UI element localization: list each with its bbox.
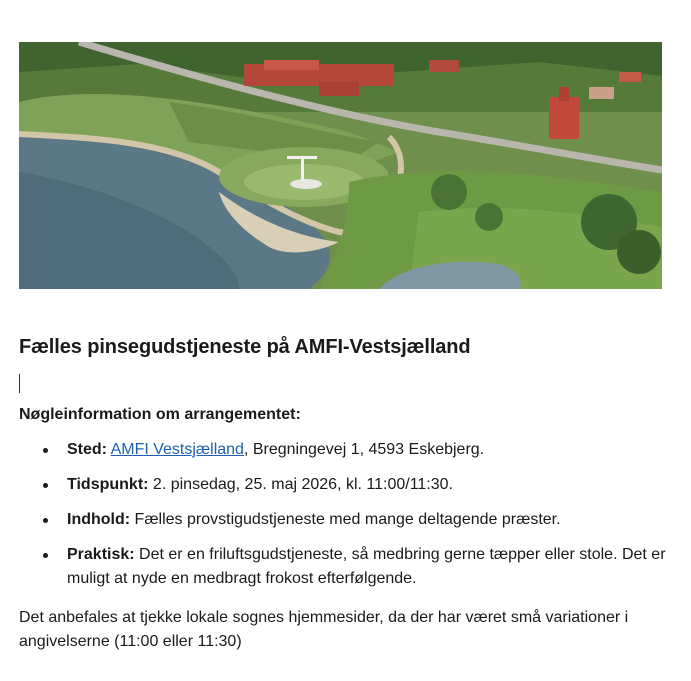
item-text: , Bregningevej 1, 4593 Eskebjerg.	[243, 441, 485, 458]
amfi-link[interactable]: AMFI Vestsjælland	[110, 441, 244, 458]
item-label: Sted:	[67, 441, 107, 458]
item-text: Fælles provstigudstjeneste med mange deltagende præster.	[130, 511, 561, 528]
item-label: Praktisk:	[67, 546, 135, 563]
hero-photo	[19, 42, 662, 289]
info-list	[19, 438, 669, 602]
aerial-landscape-image	[19, 42, 662, 289]
closing-note: Det anbefales at tjekke lokale sognes hjemmesider, da der har været små variationer i angivelserne (11:00 eller 11:30)	[19, 609, 629, 650]
section-heading: Nøgleinformation om arrangementet:	[19, 406, 301, 423]
list-item-sted	[19, 438, 669, 462]
item-text: 2. pinsedag, 25. maj 2026, kl. 11:00/11:30.	[148, 476, 453, 493]
page-title: Fælles pinsegudstjeneste på AMFI-Vestsjælland	[19, 336, 471, 358]
list-item-indhold	[19, 508, 669, 532]
item-text: Det er en friluftsgudstjeneste, så medbring gerne tæpper eller stole. Det er muligt at nyde en medbragt frokost efterfølgende.	[67, 546, 666, 587]
item-label: Tidspunkt:	[67, 476, 149, 493]
list-item-praktisk	[19, 543, 669, 591]
item-label: Indhold:	[67, 511, 131, 528]
list-item-tidspunkt	[19, 473, 669, 497]
text-cursor	[19, 374, 20, 393]
